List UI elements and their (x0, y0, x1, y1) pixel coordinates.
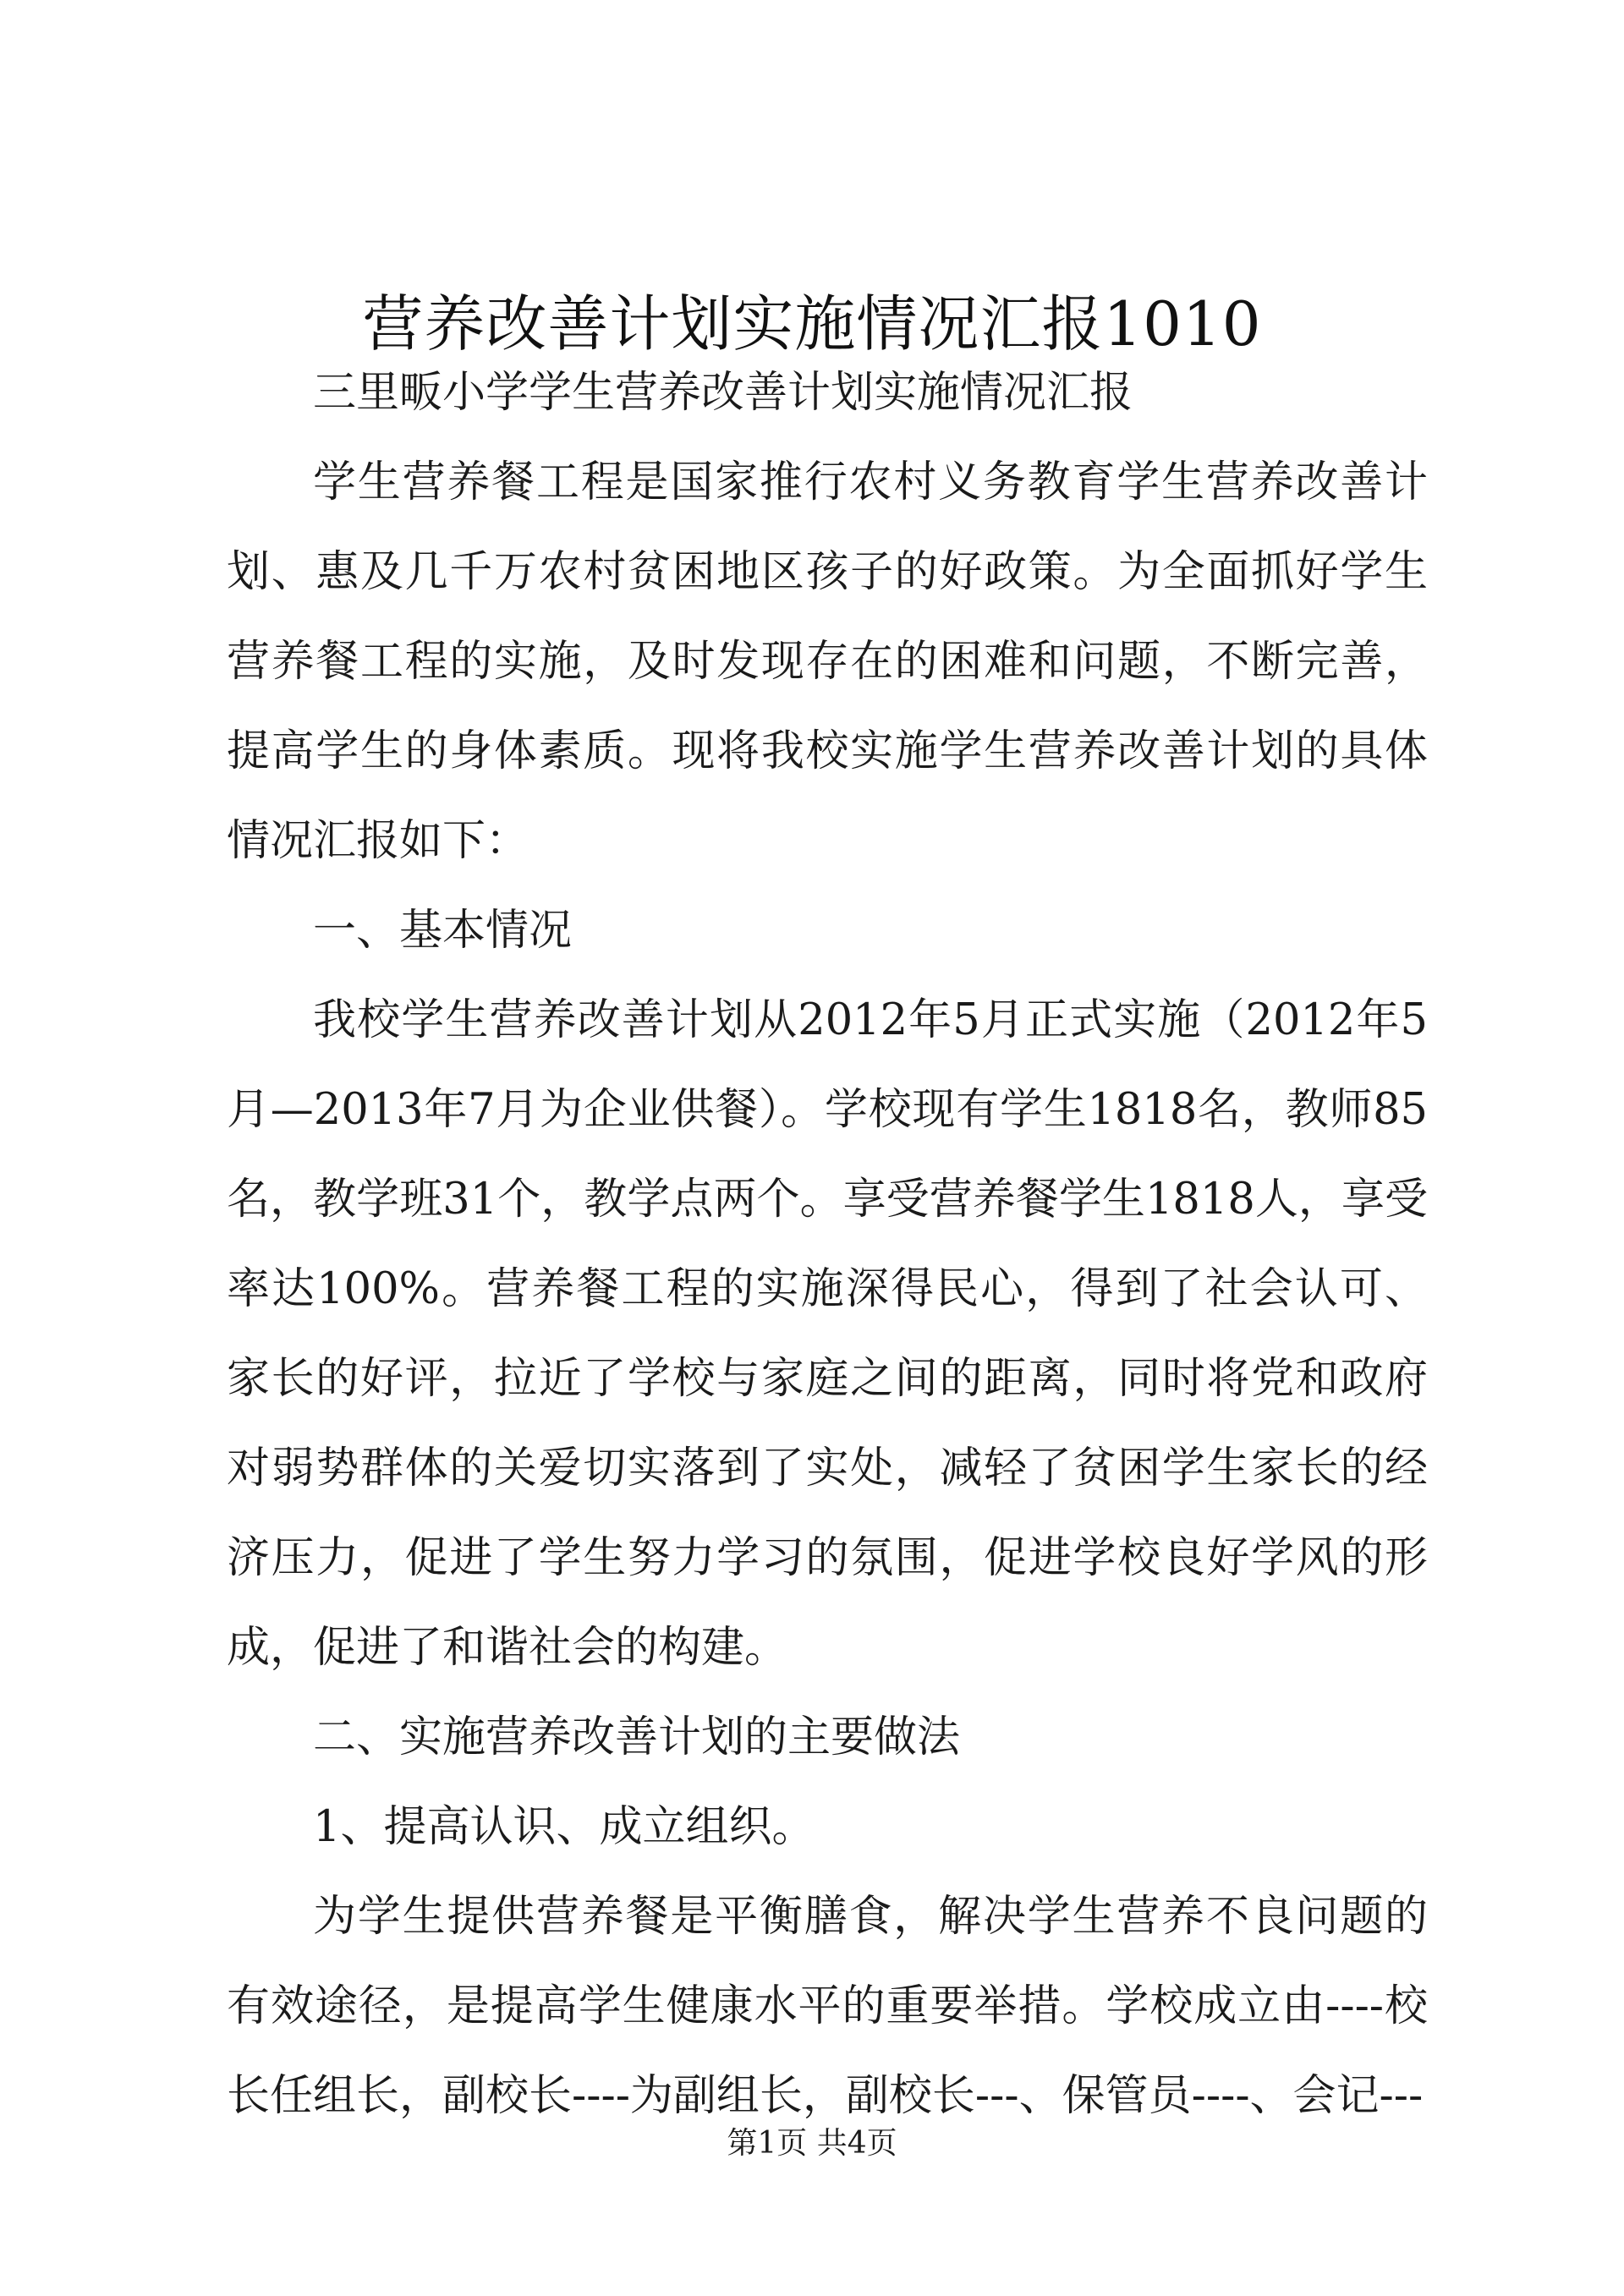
section-heading-basic-info: 一、基本情况 (313, 906, 573, 956)
basic-info-paragraph: 我校学生营养改善计划从2012年5月正式实施（2012年5月—2013年7月为企业供餐）。学校现有学生1818名，教师85名，教学班31个，教学点两个。享受营养餐学生1818人，享受率达100%。营养餐工程的实施深得民心，得到了社会认可、家长的好评，拉近了学校与家庭之间的距离，同时将党和政府对弱势群体的关爱切实落到了实处，减轻了贫困学生家长的经济压力，促进了学生努力学习的氛围，促进学校良好学风的形成，促进了和谐社会的构建。 (227, 995, 1428, 1673)
subtitle-paragraph: 三里畈小学学生营养改善计划实施情况汇报 (313, 368, 1133, 418)
organization-paragraph: 为学生提供营养餐是平衡膳食，解决学生营养不良问题的有效途径，是提高学生健康水平的重要举措。学校成立由----校长任组长，副校长----为副组长，副校长---、保管员----、会记--- (227, 1892, 1428, 2121)
section-heading-main-practices: 二、实施营养改善计划的主要做法 (313, 1712, 961, 1762)
document-body (227, 348, 1428, 2141)
page-number-footer: 第1页 共4页 (727, 2126, 897, 2161)
intro-paragraph: 学生营养餐工程是国家推行农村义务教育学生营养改善计划、惠及几千万农村贫困地区孩子的好政策。为全面抓好学生营养餐工程的实施，及时发现存在的困难和问题，不断完善，提高学生的身体素质。现将我校实施学生营养改善计划的具体情况汇报如下： (227, 458, 1428, 866)
document-title: 营养改善计划实施情况汇报1010 (362, 288, 1262, 359)
subsection-heading-organization: 1、提高认识、成立组织。 (313, 1802, 815, 1852)
